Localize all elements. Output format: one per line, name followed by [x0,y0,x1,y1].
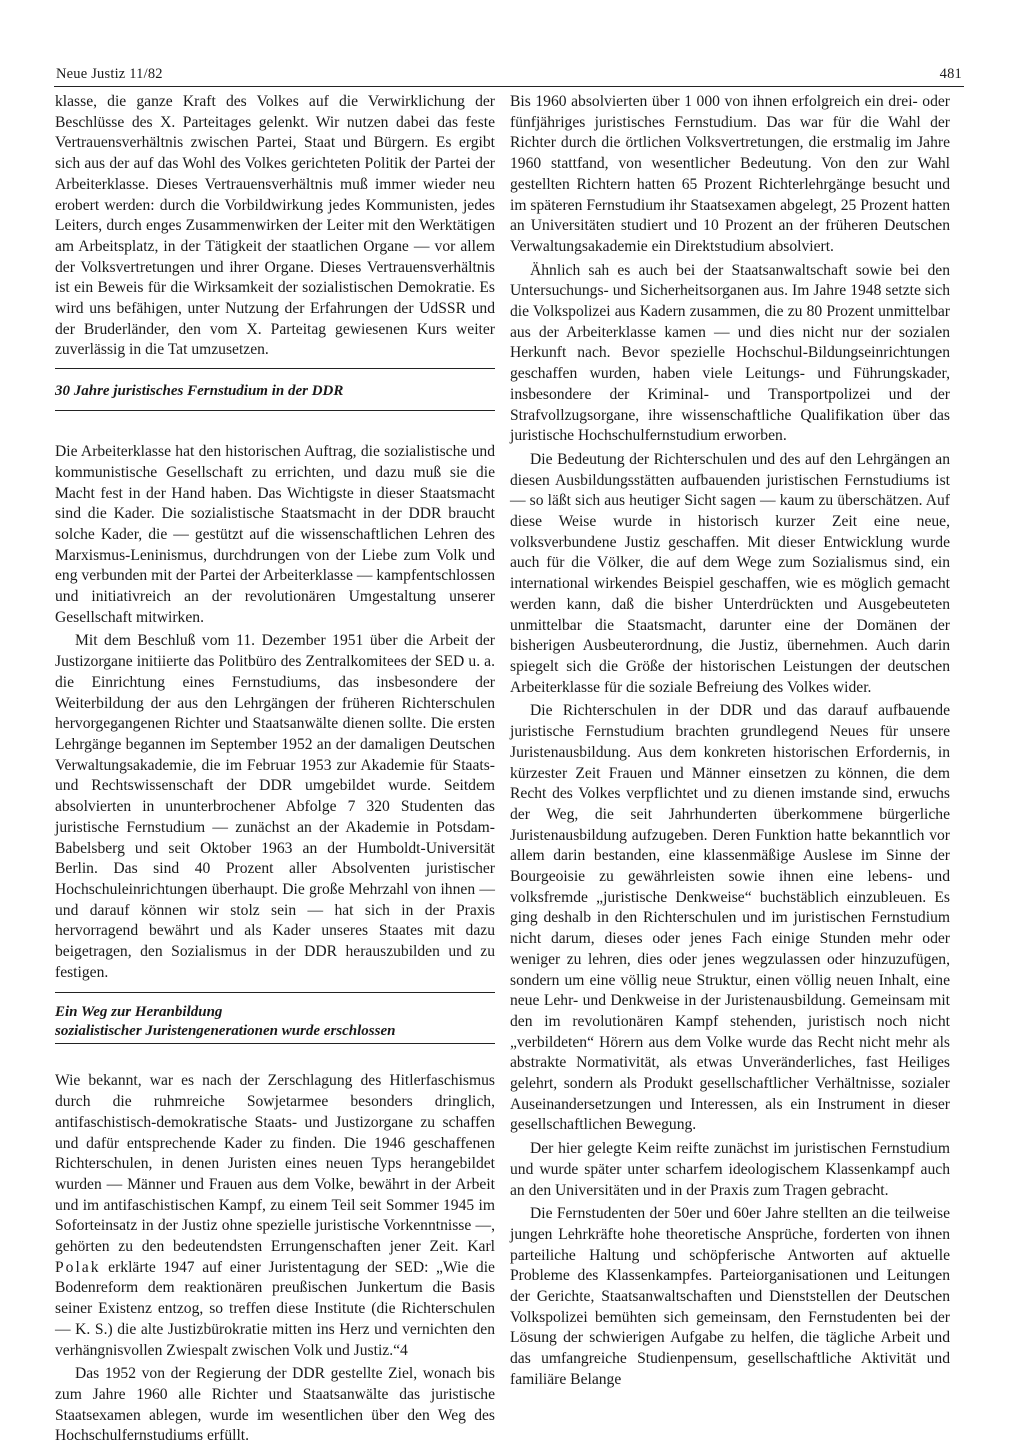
journal-title: Neue Justiz 11/82 [56,66,163,82]
section-rule [55,992,495,993]
section-heading-line: sozialistischer Juristengenerationen wurde erschlossen [55,1023,396,1040]
paragraph-text: erklärte 1947 auf einer Juristentagung der SED: „Wie die Bodenreform dem reaktionären preußischen Junkertum die Basis seiner Existenz entzog, so treffen diese Institute (die Richterschulen — K. S.) die alte Justizbürokratie mitten ins Herz und vernichten den verhängnisvollen Zwiespalt zwischen Volk und Justiz.“4 [55,1258,495,1359]
paragraph [55,1071,495,1361]
right-column [510,92,950,1391]
section-rule [55,1043,495,1044]
paragraph: Die Bedeutung der Richterschulen und des auf den Lehrgängen an diesen Ausbildungsstätten aufbauenden juristischen Fernstudiums ist — so läßt sich aus heutiger Sicht sagen — kaum zu überschätzen. Auf diese Weise wurde in historisch kurzer Zeit eine neue, volksverbundene Justiz geschaffen. Mit dieser Entwicklung wurde auch für die Völker, die auf dem Wege zum Sozialismus sind, ein international wirkendes Beispiel geschaffen, wie es möglich gemacht werden kann, daß die bisher Unterdrückten und Ausgebeuteten unmittelbar die Staatsmacht, darunter eine der Domänen der bisherigen Ausbeuterordnung, die Justiz, übernehmen. Auch darin spiegelt sich die Größe der historischen Leistungen der deutschen Arbeiterklasse für die soziale Befreiung des Volkes wider. [510,450,950,696]
person-name: Polak [55,1258,101,1276]
paragraph: Mit dem Beschluß vom 11. Dezember 1951 über die Arbeit der Justizorgane initiierte das Politbüro des Zentralkomitees der SED u. a. die Einrichtung eines Fernstudiums, das insbesondere der Weiterbildung der aus den Lehrgängen der früheren Richterschulen hervorgegangenen Richter und Staatsanwälte dienen sollte. Die ersten Lehrgänge begannen im September 1952 an der damaligen Deutschen Verwaltungsakademie, die im Februar 1953 zur Akademie für Staats- und Rechtswissenschaft der DDR umgebildet wurde. Seitdem absolvierten in ununterbrochener Abfolge 7 320 Studenten das juristische Fernstudium — zunächst an der Akademie in Potsdam-Babelsberg und seit Oktober 1963 an der Humboldt-Universität Berlin. Das sind 40 Prozent aller Absolventen juristischer Hochschuleinrichtungen überhaupt. Die große Mehrzahl von ihnen — und darauf können wir stolz sein — hat sich in der Praxis hervorragend bewährt und als Kader unseres Staates mit dazu beigetragen, den Sozialismus in der DDR herauszubilden und zu festigen. [55,632,495,981]
paragraph: Das 1952 von der Regierung der DDR gestellte Ziel, wonach bis zum Jahre 1960 alle Richter und Staatsanwälte das juristische Staatsexamen ablegen, wurde im wesentlichen über den Weg des Hochschulfernstudiums erfüllt. [55,1365,495,1445]
running-header [54,64,964,87]
paragraph: klasse, die ganze Kraft des Volkes auf die Verwirklichung der Beschlüsse des X. Parteitages gelenkt. Wir nutzen dabei das feste Vertrauensverhältnis zwischen Partei, Staat und Bürgern. Es ergibt sich aus der auf das Wohl des Volkes gerichteten Politik der Partei der Arbeiterklasse. Dieses Vertrauensverhältnis muß immer wieder neu erobert werden: durch die Vorbildwirkung jedes Kommunisten, jedes Leiters, durch enges Zusammenwirken der Leiter mit den Werktätigen am Arbeitsplatz, in der Tätigkeit der staatlichen Organe — vor allem der Volksvertretungen und ihrer Organe. Dieses Vertrauensverhältnis ist ein Beweis für die Wirksamkeit der sozialistischen Demokratie. Es wird uns befähigen, unter Nutzung der Erfahrungen der UdSSR und der Bruderländer, den vom X. Parteitag gewiesenen Kurs weiter zuverlässig in die Tat umzusetzen. [55,93,495,359]
paragraph: Der hier gelegte Keim reifte zunächst im juristischen Fernstudium und wurde später unter scharfem ideologischem Klassenkampf auch an den Universitäten und in der Praxis zum Tragen gebracht. [510,1140,950,1199]
section-heading [55,1003,495,1041]
paragraph: Bis 1960 absolvierten über 1 000 von ihnen erfolgreich ein drei- oder fünfjähriges juristisches Fernstudium. Das war für die Wahl der Richter durch die örtlichen Volksvertretungen, die erstmalig im Jahre 1960 stattfand, von wesentlicher Bedeutung. Von den zur Wahl gestellten Richtern hatten 65 Prozent Richterlehrgänge besucht und im späteren Fernstudium ihr Staatsexamen abgelegt, 25 Prozent hatten an Universitäten studiert und 10 Prozent an der früheren Deutschen Verwaltungsakademie ein Direktstudium absolviert. [510,93,950,255]
paragraph: Die Richterschulen in der DDR und das darauf aufbauende juristische Fernstudium brachten grundlegend Neues für unsere Juristenausbildung. Aus dem konkreten historischen Erfordernis, in kürzester Zeit Frauen und Männer einsetzen zu können, die dem Recht des Volkes verpflichtet und zu dienen imstande sind, erwuchs der Weg, die seit Jahrhunderten überkommene bürgerliche Juristenausbildung aufzugeben. Deren Funktion hatte bekanntlich vor allem darin bestanden, eine klassenmäßige Auslese im Sinne der Bourgeoisie zu gewährleisten sowie ihnen eine lebens- und volksfremde „juristische Denkweise“ buchstäblich einzubleuen. Es ging deshalb in den Richterschulen und im juristischen Fernstudium nicht darum, dieses oder jenes Fach einige Stunden mehr oder weniger zu lehren, dies oder jenes wegzulassen oder hinzuzufügen, sondern um eine völlig neue Struktur, einen völlig neuen Inhalt, eine neue Lehr- und Denkweise in der Juristenausbildung. Gemeinsam mit den im revolutionären Kampf stehenden, juristisch noch nicht „verbildeten“ Hörern aus dem Volke wurde das Recht nicht mehr als abstrakte Normativität, als etwas Unveränderliches, fast Heiliges gelehrt, sondern als Produkt gesellschaftlicher Verhältnisse, sozialer Auseinandersetzungen und Interessen, als ein Instrument in dieser gesellschaftlichen Bewegung. [510,702,950,1134]
section-rule [55,410,495,411]
page-number: 481 [939,66,962,82]
left-column [55,92,495,1447]
paragraph: Die Arbeiterklasse hat den historischen Auftrag, die sozialistische und kommunistische Gesellschaft zu errichten, und dazu muß sie die Macht fest in der Hand haben. Das Wichtigste in dieser Staatsmacht sind die Kader. Die sozialistische Staatsmacht in der DDR braucht solche Kader, die — gestützt auf die wissenschaftlichen Lehren des Marxismus-Leninismus, durchdrungen von der Liebe zum Volk und eng verbunden mit der Partei der Arbeiterklasse — kampfentschlossen und initiativreich an der revolutionären Umgestaltung unserer Gesellschaft mitwirken. [55,443,495,626]
paragraph: Die Fernstudenten der 50er und 60er Jahre stellten an die teilweise jungen Lehrkräfte hohe theoretische Ansprüche, forderten von ihnen parteiliche Haltung und schöpferische Antworten auf aktuelle Probleme des Klassenkampfes. Parteiorganisationen und Leitungen der Gerichte, Staatsanwaltschaften und Dienststellen der Deutschen Volkspolizei bemühten sich gemeinsam, den Fernstudenten bei der Lösung der schwierigen Aufgabe zu helfen, die tägliche Arbeit und das umfangreiche Studienpensum, gesellschaftliche Aktivität und familiäre Belange [510,1205,950,1388]
section-heading: 30 Jahre juristisches Fernstudium in der DDR [55,383,344,400]
section-heading-line: Ein Weg zur Heranbildung [55,1004,223,1021]
section-rule [55,368,495,369]
paragraph: Ähnlich sah es auch bei der Staatsanwaltschaft sowie bei den Untersuchungs- und Sicherheitsorganen aus. Im Jahre 1948 setzte sich die Volkspolizei aus Kadern zusammen, die zu 80 Prozent unmittelbar aus der Arbeiterklasse kamen — und dies nicht nur der sozialen Herkunft nach. Bevor spezielle Hochschul-Bildungseinrichtungen geschaffen wurden, haben viele Leitungs- und Führungskader, insbesondere der Kriminal- und Transportpolizei und der Strafvollzugsorgane, ihre wissenschaftliche Qualifikation über das juristische Hochschulfernstudium erworben. [510,261,950,445]
paragraph-text: Wie bekannt, war es nach der Zerschlagung des Hitlerfaschismus durch die ruhmreiche Sowjetarmee besonders dringlich, antifaschistisch-demokratische Staats- und Justizorgane zu schaffen und dafür entsprechende Kader zu finden. Die 1946 geschaffenen Richterschulen, in denen Juristen eines neuen Typs herangebildet wurden — Männer und Frauen aus dem Volke, bewährt in der Arbeit und im antifaschistischen Kampf, zu einem Teil seit Sommer 1945 im Soforteinsatz in der Justiz ohne spezielle juristische Vorkenntnisse —, gehörten zu den bedeutendsten Errungenschaften jener Zeit. Karl [55,1072,495,1256]
